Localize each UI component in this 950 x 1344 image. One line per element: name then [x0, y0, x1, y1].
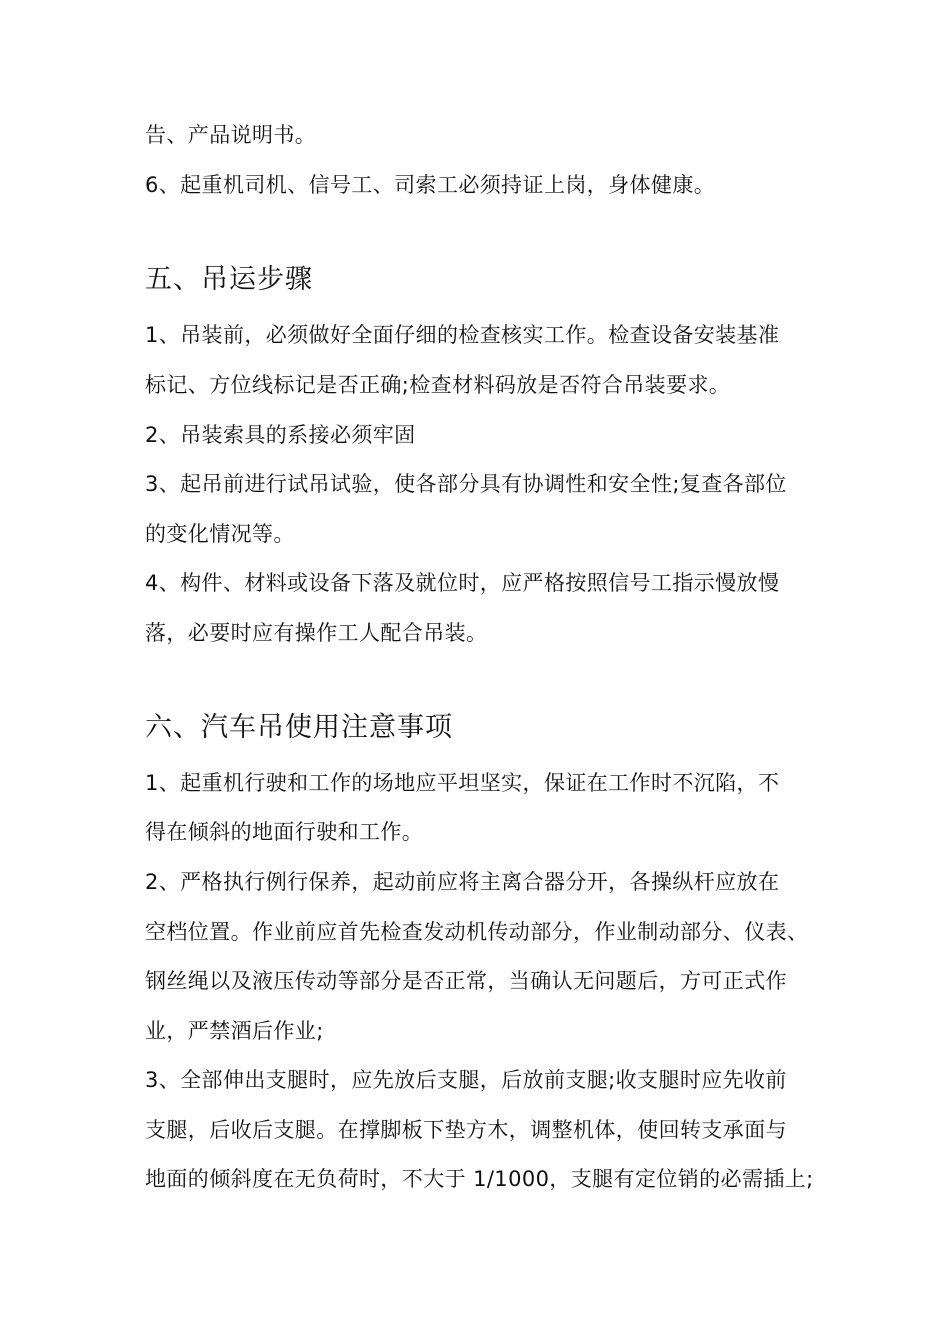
section-6-line-2: 得在倾斜的地面行驶和工作。: [145, 820, 424, 844]
section-5-line-1: 1、吊装前，必须做好全面仔细的检查核实工作。检查设备安装基准: [145, 323, 780, 347]
section-6-line-3: 2、严格执行例行保养，起动前应将主离合器分开，各操纵杆应放在: [145, 870, 780, 894]
section-6-line-8: 支腿，后收后支腿。在撑脚板下垫方木，调整机体，使回转支承面与: [145, 1118, 787, 1142]
intro-line-1: 告、产品说明书。: [145, 123, 317, 147]
section-5-line-6: 4、构件、材料或设备下落及就位时，应严格按照信号工指示慢放慢: [145, 571, 780, 595]
section-5-heading: 五、吊运步骤: [145, 264, 313, 295]
section-5-line-7: 落，必要时应有操作工人配合吊装。: [145, 621, 488, 645]
intro-line-2: 6、起重机司机、信号工、司索工必须持证上岗，身体健康。: [145, 173, 716, 197]
section-5-line-3: 2、吊装索具的系接必须牢固: [145, 423, 416, 447]
section-5-line-4: 3、起吊前进行试吊试验，使各部分具有协调性和安全性;复查各部位: [145, 472, 787, 496]
section-6-line-9: 地面的倾斜度在无负荷时，不大于 1/1000，支腿有定位销的必需插上;: [145, 1167, 814, 1191]
section-6-heading: 六、汽车吊使用注意事项: [145, 712, 453, 743]
section-5-line-5: 的变化情况等。: [145, 522, 295, 546]
section-5-line-2: 标记、方位线标记是否正确;检查材料码放是否符合吊装要求。: [145, 373, 731, 397]
section-6-line-7: 3、全部伸出支腿时，应先放后支腿，后放前支腿;收支腿时应先收前: [145, 1068, 787, 1092]
section-6-line-6: 业，严禁酒后作业;: [145, 1019, 324, 1043]
section-6-line-4: 空档位置。作业前应首先检查发动机传动部分，作业制动部分、仪表、: [145, 920, 809, 944]
section-6-line-5: 钢丝绳以及液压传动等部分是否正常，当确认无问题后，方可正式作: [145, 969, 787, 993]
section-6-line-1: 1、起重机行驶和工作的场地应平坦坚实，保证在工作时不沉陷，不: [145, 771, 780, 795]
